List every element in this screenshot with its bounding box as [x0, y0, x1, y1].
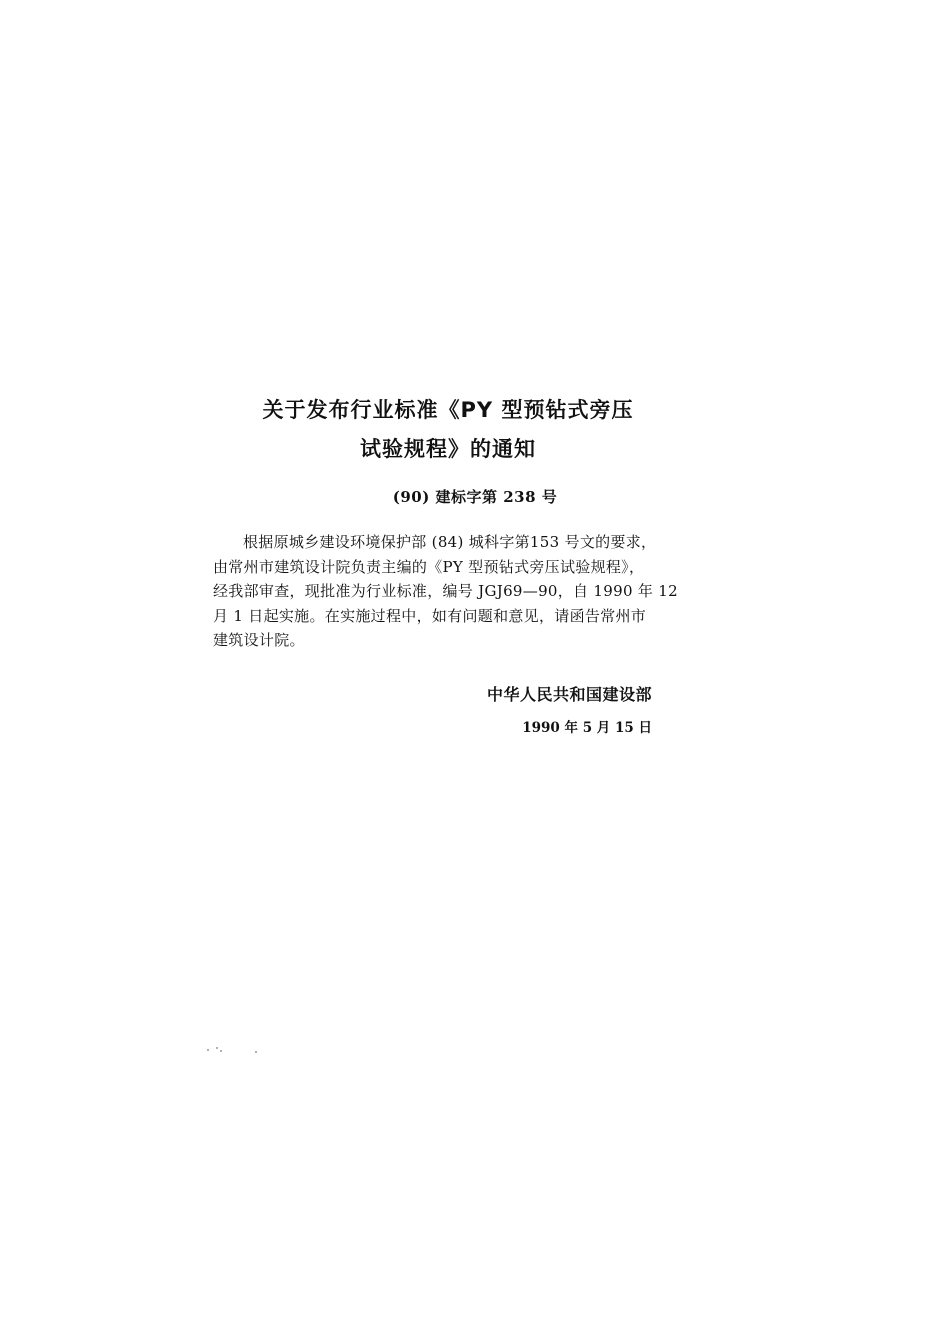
scan-speck	[255, 1051, 257, 1053]
body-line-5: 建筑设计院。	[213, 631, 305, 649]
notice-body	[213, 530, 683, 653]
body-line-3: 经我部审查，现批准为行业标准，编号 JGJ69—90，自 1990 年 12	[213, 582, 678, 600]
notice-title-line-2: 试验规程》的通知	[360, 437, 536, 461]
scan-speck	[220, 1050, 222, 1052]
document-number: (90) 建标字第 238 号	[392, 488, 558, 506]
body-line-1: 根据原城乡建设环境保护部 (84) 城科字第153 号文的要求，	[243, 533, 657, 551]
scan-speck	[216, 1047, 218, 1049]
issue-date: 1990 年 5 月 15 日	[522, 720, 652, 736]
body-line-4: 月 1 日起实施。在实施过程中，如有问题和意见，请函告常州市	[213, 606, 647, 625]
notice-title-line-1: 关于发布行业标准《PY 型预钻式旁压	[262, 398, 634, 422]
body-line-2: 由常州市建筑设计院负责主编的《PY 型预钻式旁压试验规程》，	[213, 557, 645, 576]
issuing-authority: 中华人民共和国建设部	[486, 685, 652, 704]
scan-speck	[207, 1049, 209, 1051]
scan-specks	[207, 1045, 267, 1055]
